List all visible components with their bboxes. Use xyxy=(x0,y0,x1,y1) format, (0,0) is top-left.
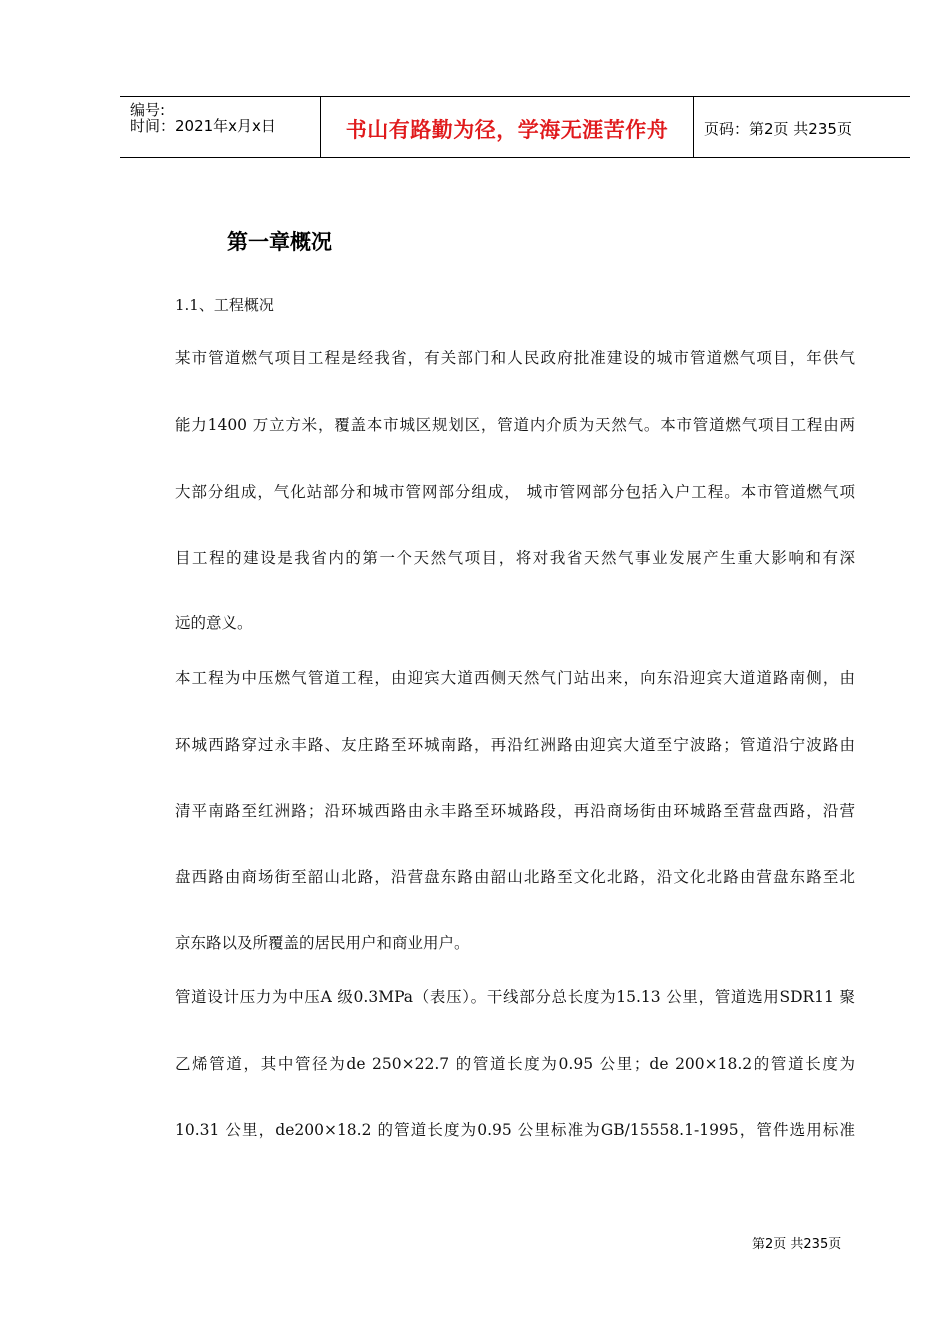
section-title: 1.1、工程概况 xyxy=(175,296,274,314)
header-motto-cell xyxy=(321,97,694,157)
chapter-title: 第一章概况 xyxy=(227,230,332,254)
header-meta-cell xyxy=(120,97,321,157)
paragraph-line: 清平南路至红洲路；沿环城西路由永丰路至环城路段，再沿商场街由环城路至营盘西路，沿营 xyxy=(175,802,855,820)
paragraph-line: 乙烯管道，其中管径为de 250×22.7 的管道长度为0.95 公里；de 200×18.2的管道长度为 xyxy=(175,1055,855,1073)
paragraph-line: 环城西路穿过永丰路、友庄路至环城南路，再沿红洲路由迎宾大道至宁波路；管道沿宁波路由 xyxy=(175,736,855,754)
paragraph-line: 管道设计压力为中压A 级0.3MPa（表压）。干线部分总长度为15.13 公里，管道选用SDR11 聚 xyxy=(175,988,855,1006)
header-page-cell xyxy=(694,97,910,157)
paragraph-line: 能力1400 万立方米，覆盖本市城区规划区，管道内介质为天然气。本市管道燃气项目工程由两 xyxy=(175,416,855,434)
document-header xyxy=(120,96,910,158)
header-page-info: 页码：第2页 共235页 xyxy=(704,120,852,138)
paragraph-line: 10.31 公里，de200×18.2 的管道长度为0.95 公里标准为GB/15558.1-1995，管件选用标准 xyxy=(175,1121,855,1139)
header-motto: 书山有路勤为径，学海无涯苦作舟 xyxy=(345,118,669,142)
document-date: 时间：2021年x月x日 xyxy=(130,117,276,135)
document-number-label: 编号: xyxy=(130,101,166,119)
paragraph-line: 某市管道燃气项目工程是经我省，有关部门和人民政府批准建设的城市管道燃气项目，年供气 xyxy=(175,349,855,367)
page-footer: 第2页 共235页 xyxy=(752,1237,842,1252)
paragraph-line: 盘西路由商场街至韶山北路，沿营盘东路由韶山北路至文化北路，沿文化北路由营盘东路至北 xyxy=(175,868,855,886)
paragraph-line: 大部分组成，气化站部分和城市管网部分组成， 城市管网部分包括入户工程。本市管道燃气项 xyxy=(175,483,855,501)
paragraph-line: 本工程为中压燃气管道工程，由迎宾大道西侧天然气门站出来，向东沿迎宾大道道路南侧，由 xyxy=(175,669,855,687)
paragraph-line: 京东路以及所覆盖的居民用户和商业用户。 xyxy=(175,934,470,952)
paragraph-line: 远的意义。 xyxy=(175,614,253,632)
paragraph-line: 目工程的建设是我省内的第一个天然气项目，将对我省天然气事业发展产生重大影响和有深 xyxy=(175,549,855,567)
